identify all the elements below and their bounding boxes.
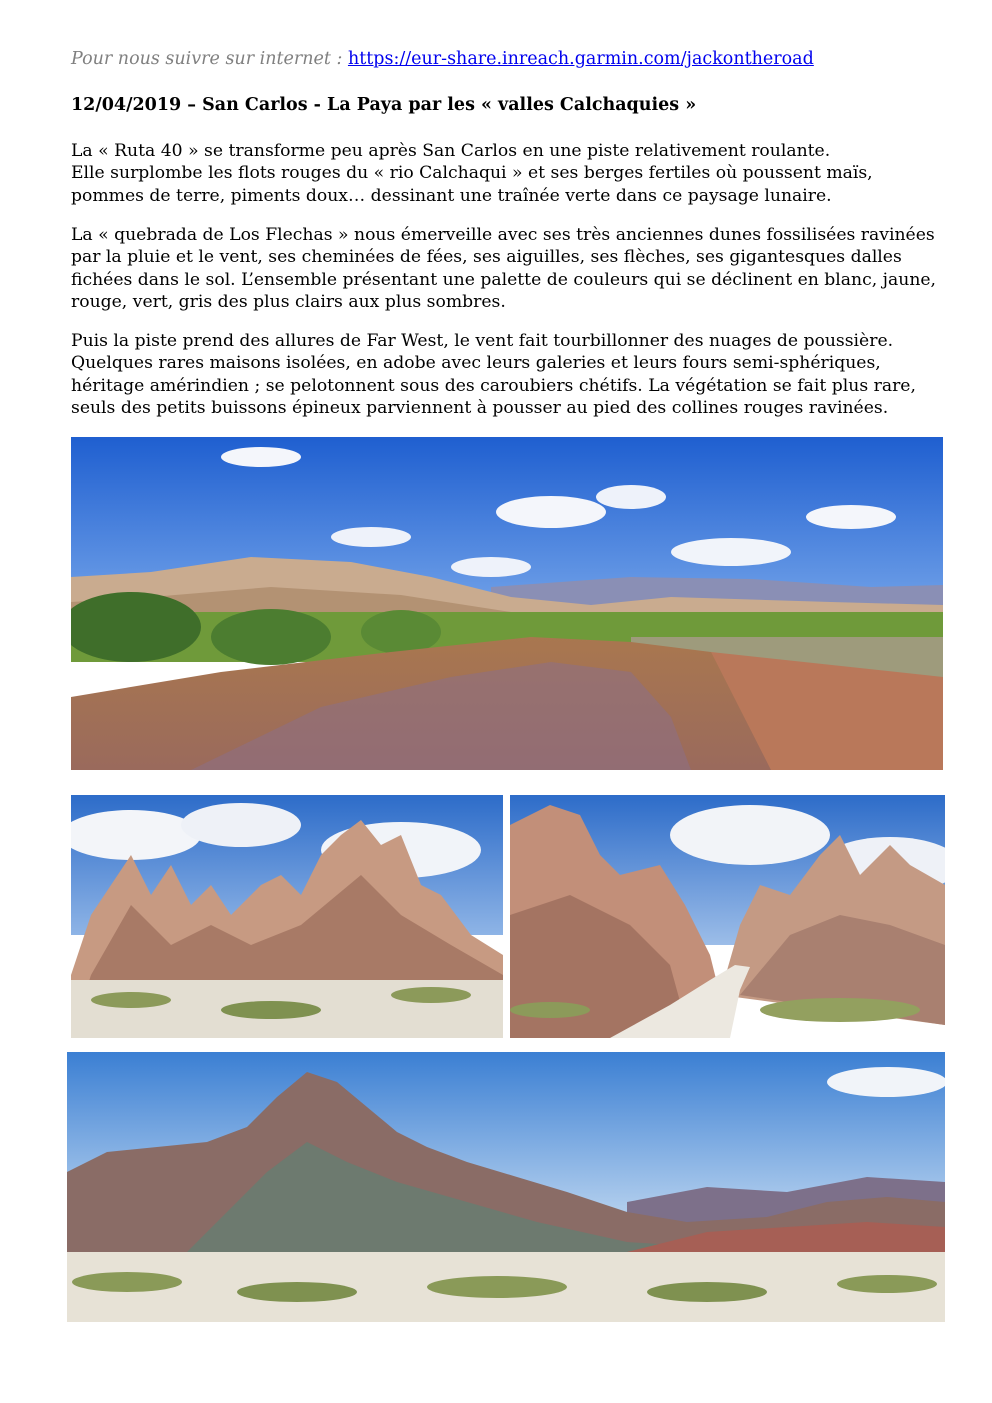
trees	[361, 610, 441, 654]
shrub	[72, 1272, 182, 1292]
striated-ridge-photo	[67, 1052, 945, 1322]
trees	[211, 609, 331, 665]
cloud	[221, 447, 301, 467]
paragraph-line: Elle surplombe les flots rouges du « rio Calchaqui » et ses berges fertiles où poussent maïs,	[71, 163, 873, 184]
tracking-link[interactable]: https://eur-share.inreach.garmin.com/jackontheroad	[347, 49, 814, 69]
paragraph-far-west	[71, 330, 951, 420]
cloud	[806, 505, 896, 529]
paragraph-ruta40	[71, 140, 951, 207]
shrub	[391, 987, 471, 1003]
paragraph-line: La « Ruta 40 » se transforme peu après San Carlos en une piste relativement roulante.	[71, 141, 831, 161]
paragraph-line: fichées dans le sol. L’ensemble présentant une palette de couleurs qui se déclinent en blanc, jaune,	[71, 269, 937, 290]
cloud	[496, 496, 606, 528]
header-lead-text: Pour nous suivre sur internet :	[71, 49, 343, 69]
cloud	[451, 557, 531, 577]
cloud	[670, 805, 830, 865]
paragraph-line: Quelques rares maisons isolées, en adobe avec leurs galeries et leurs fours semi-sphériques,	[71, 353, 881, 374]
shrub	[221, 1001, 321, 1019]
paragraph-line: par la pluie et le vent, ses cheminées de fées, ses aiguilles, ses flèches, ses gigantesques dalles	[71, 247, 902, 268]
paragraph-line: La « quebrada de Los Flechas » nous émerveille avec ses très anciennes dunes fossilisées ravinées	[71, 225, 935, 245]
paragraph-line: seuls des petits buissons épineux parviennent à pousser au pied des collines rouges ravinées.	[71, 398, 889, 419]
cloud	[596, 485, 666, 509]
shrub	[760, 998, 920, 1022]
paragraph-line: Puis la piste prend des allures de Far West, le vent fait tourbillonner des nuages de poussière.	[71, 331, 894, 351]
river-valley-photo	[71, 437, 943, 770]
cloud	[671, 538, 791, 566]
shrub	[91, 992, 171, 1008]
shrub	[837, 1275, 937, 1293]
shrub	[510, 1002, 590, 1018]
cloud	[181, 803, 301, 847]
paragraph-line: héritage amérindien ; se pelotonnent sous des caroubiers chétifs. La végétation se fait plus rare,	[71, 375, 916, 396]
shrub	[647, 1282, 767, 1302]
paragraph-line: pommes de terre, piments doux… dessinant une traînée verte dans ce paysage lunaire.	[71, 185, 832, 206]
cloud	[331, 527, 411, 547]
shrub	[237, 1282, 357, 1302]
page-title: 12/04/2019 – San Carlos - La Paya par les « valles Calchaquies »	[71, 95, 697, 115]
shrub	[427, 1276, 567, 1298]
paragraph-quebrada	[71, 224, 951, 314]
header-line	[71, 48, 814, 70]
cloud	[827, 1067, 945, 1097]
paragraph-line: rouge, vert, gris des plus clairs aux plus sombres.	[71, 292, 506, 313]
quebrada-flechas-photo-2	[510, 795, 945, 1038]
quebrada-flechas-photo-1	[71, 795, 503, 1038]
